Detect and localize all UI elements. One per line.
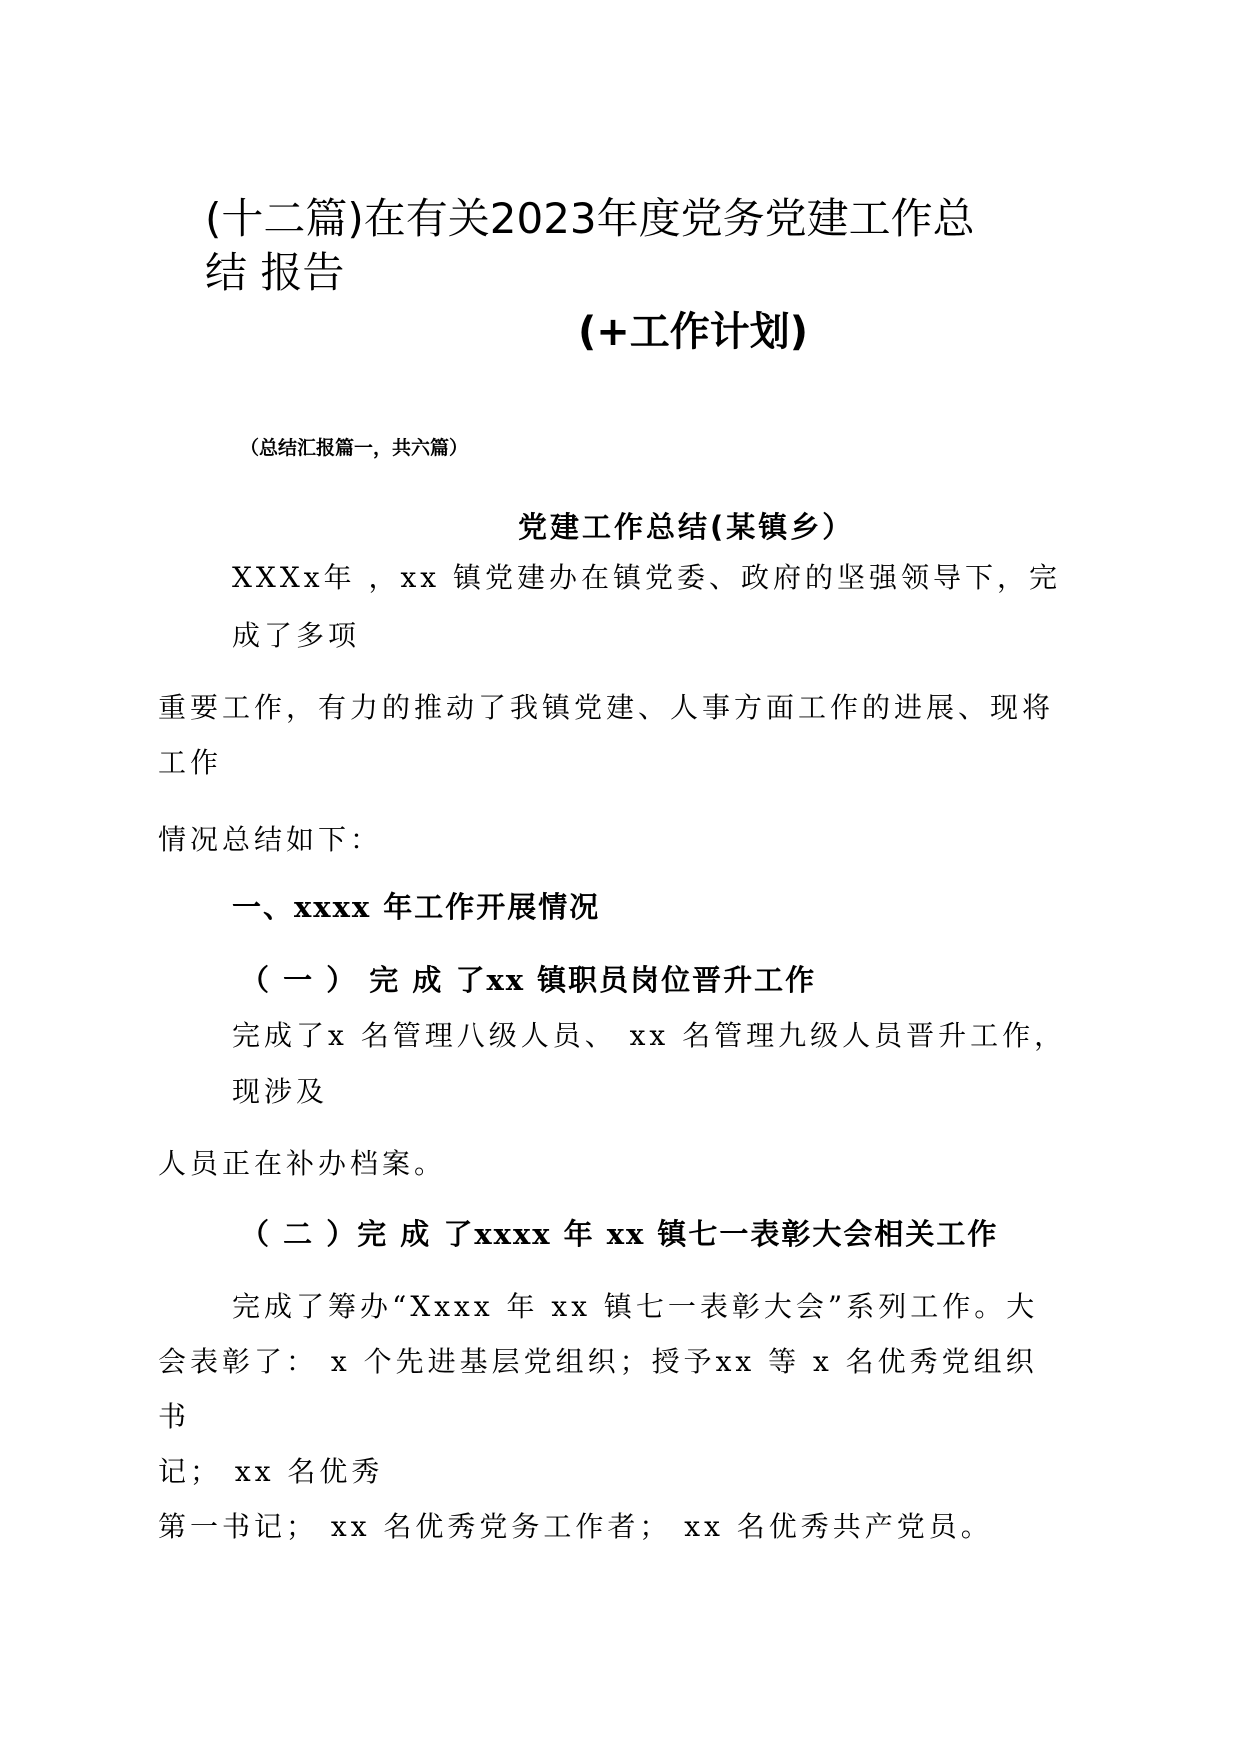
- heading-1-2: （ 二 ）完 成 了xxxx 年 xx 镇七一表彰大会相关工作: [240, 1217, 999, 1251]
- heading-1-1: （ 一 ） 完 成 了xx 镇职员岗位晋升工作: [240, 963, 817, 997]
- paragraph-line: 工作: [158, 746, 223, 779]
- paragraph-line: 人员正在补办档案。: [158, 1147, 447, 1180]
- document-title-line-2: 结 报告: [205, 248, 345, 297]
- document-title-line-1: (十二篇)在有关2023年度党务党建工作总: [205, 194, 975, 243]
- paragraph-line: XXXx年 ，xx 镇党建办在镇党委、政府的坚强领导下，完: [232, 561, 1061, 594]
- document-subtitle: (+工作计划): [578, 309, 809, 355]
- paragraph-line: 第一书记； xx 名优秀党务工作者； xx 名优秀共产党员。: [158, 1510, 993, 1543]
- paragraph-line: 重要工作，有力的推动了我镇党建、人事方面工作的进展、现将: [158, 691, 1055, 724]
- paragraph-line: 情况总结如下：: [158, 823, 383, 856]
- series-note: （总结汇报篇一，共六篇）: [240, 437, 469, 459]
- section-title: 党建工作总结(某镇乡）: [518, 510, 855, 544]
- paragraph-line: 完成了筹办“Xxxx 年 xx 镇七一表彰大会”系列工作。大: [232, 1290, 1039, 1323]
- paragraph-line: 成了多项: [232, 619, 361, 652]
- paragraph-line: 会表彰了： x 个先进基层党组织；授予xx 等 x 名优秀党组织: [158, 1345, 1038, 1378]
- heading-1: 一、xxxx 年工作开展情况: [232, 890, 601, 924]
- paragraph-line: 完成了x 名管理八级人员、 xx 名管理九级人员晋升工作，: [232, 1019, 1067, 1052]
- paragraph-line: 现涉及: [232, 1075, 329, 1108]
- paragraph-line: 记； xx 名优秀: [158, 1455, 384, 1488]
- paragraph-line: 书: [158, 1400, 191, 1433]
